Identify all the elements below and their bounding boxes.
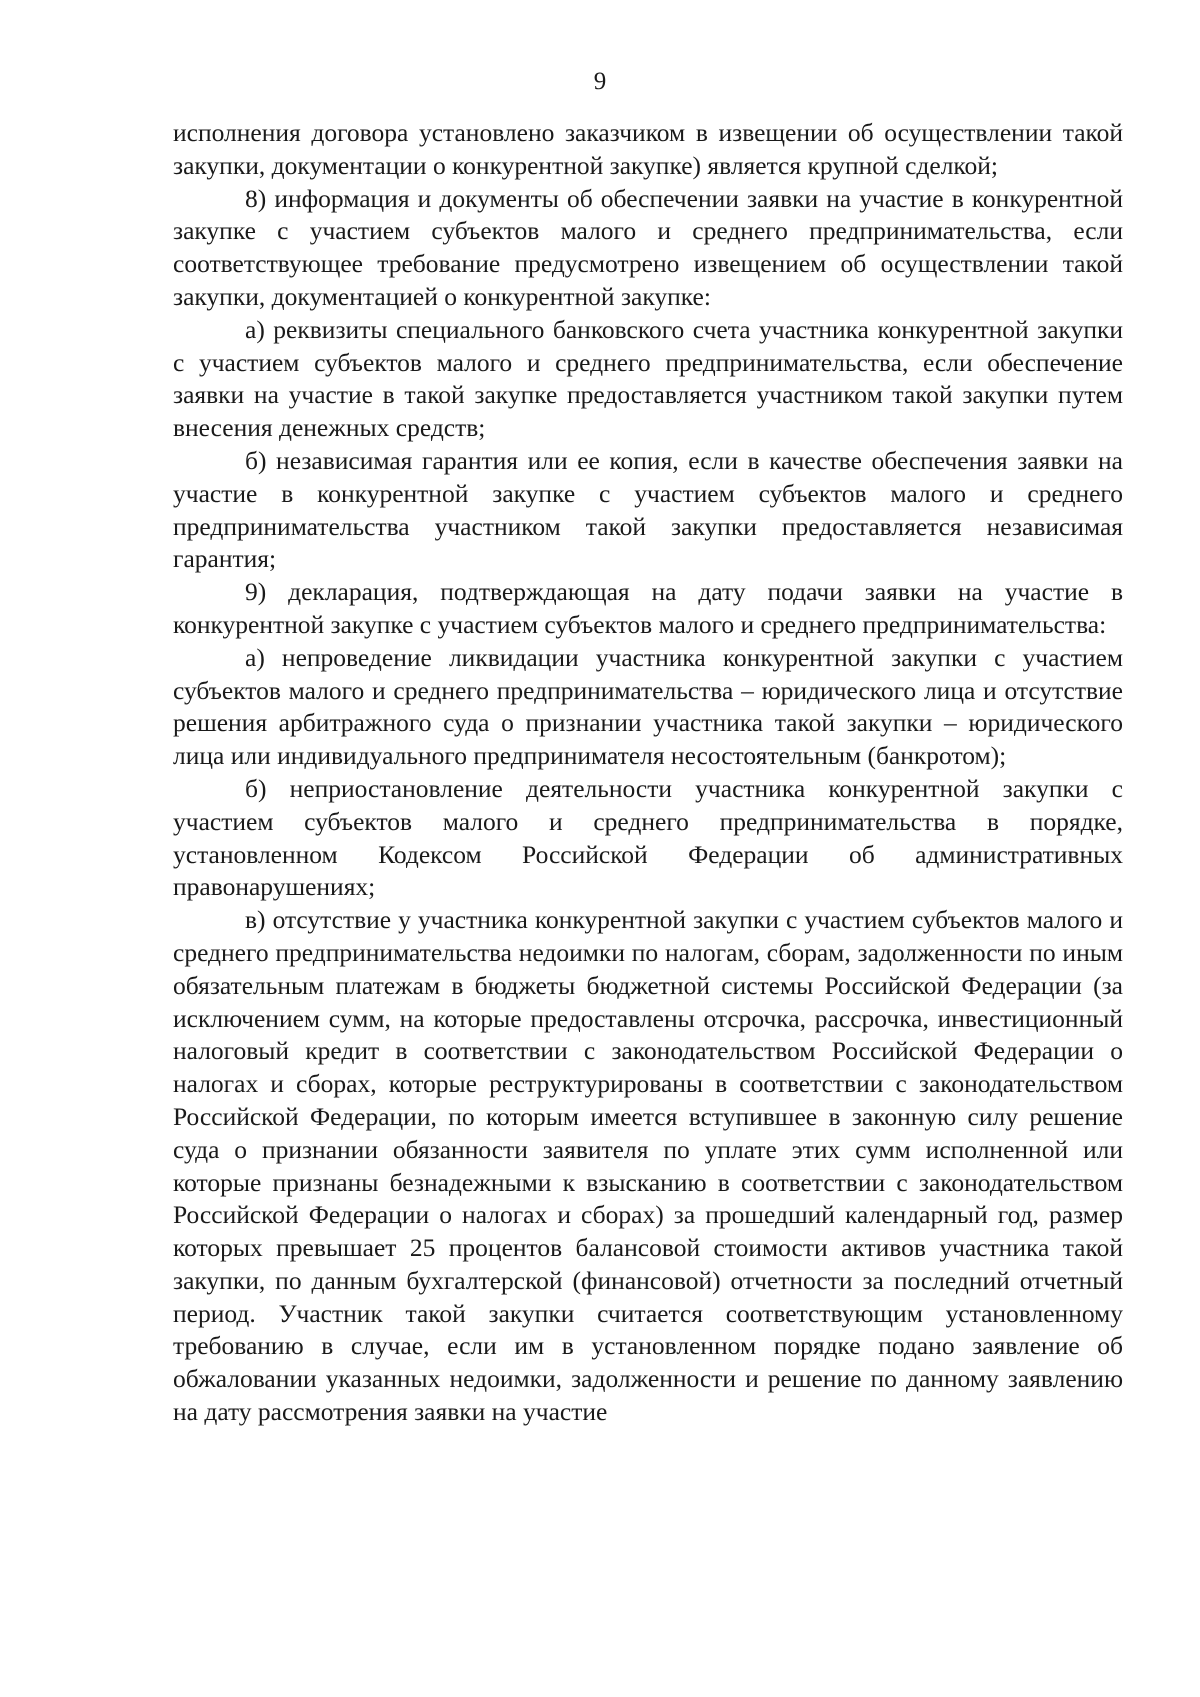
- paragraph-continuation: исполнения договора установлено заказчиком в извещении об осуществлении такой закупки, документации о конкурентной закупке) является крупной сделкой;: [173, 118, 1123, 180]
- paragraph-item-8: 8) информация и документы об обеспечении заявки на участие в конкурентной закупке с участием субъектов малого и среднего предпринимательства, если соответствующее требование предусмотрено извещением об осуществлении такой закупки, документацией о конкурентной закупке:: [173, 183, 1123, 311]
- document-body: [173, 117, 1123, 1429]
- page-number: 9: [593, 68, 607, 95]
- paragraph-item-9v: в) отсутствие у участника конкурентной закупки с участием субъектов малого и среднего предпринимательства недоимки по налогам, сборам, задолженности по иным обязательным платежам в бюджеты бюджетной системы Российской Федерации (за исключением сумм, на которые предоставлены отсрочка, рассрочка, инвестиционный налоговый кредит в соответствии с законодательством Российской Федерации о налогах и сборах, которые реструктурированы в соответствии с законодательством Российской Федерации, по которым имеется вступившее в законную силу решение суда о признании обязанности заявителя по уплате этих сумм исполненной или которые признаны безнадежными к взысканию в соответствии с законодательством Российской Федерации о налогах и сборах) за прошедший календарный год, размер которых превышает 25 процентов балансовой стоимости активов участника такой закупки, по данным бухгалтерской (финансовой) отчетности за последний отчетный период. Участник такой закупки считается соответствующим установленному требованию в случае, если им в установленном порядке подано заявление об обжаловании указанных недоимки, задолженности и решение по данному заявлению на дату рассмотрения заявки на участие: [173, 905, 1123, 1427]
- paragraph-item-9: 9) декларация, подтверждающая на дату подачи заявки на участие в конкурентной закупке с участием субъектов малого и среднего предпринимательства:: [173, 577, 1123, 639]
- paragraph-item-8a: а) реквизиты специального банковского счета участника конкурентной закупки с участием субъектов малого и среднего предпринимательства, если обеспечение заявки на участие в такой закупке предоставляется участником такой закупки путем внесения денежных средств;: [173, 314, 1123, 443]
- paragraph-item-8b: б) независимая гарантия или ее копия, если в качестве обеспечения заявки на участие в конкурентной закупке с участием субъектов малого и среднего предпринимательства участником такой закупки предоставляется независимая гарантия;: [173, 445, 1123, 574]
- paragraph-item-9b: б) неприостановление деятельности участника конкурентной закупки с участием субъектов малого и среднего предпринимательства в порядке, установленном Кодексом Российской Федерации об административных правонарушениях;: [173, 773, 1123, 902]
- paragraph-item-9a: а) непроведение ликвидации участника конкурентной закупки с участием субъектов малого и среднего предпринимательства – юридического лица и отсутствие решения арбитражного суда о признании участника такой закупки – юридического лица или индивидуального предпринимателя несостоятельным (банкротом);: [173, 642, 1123, 771]
